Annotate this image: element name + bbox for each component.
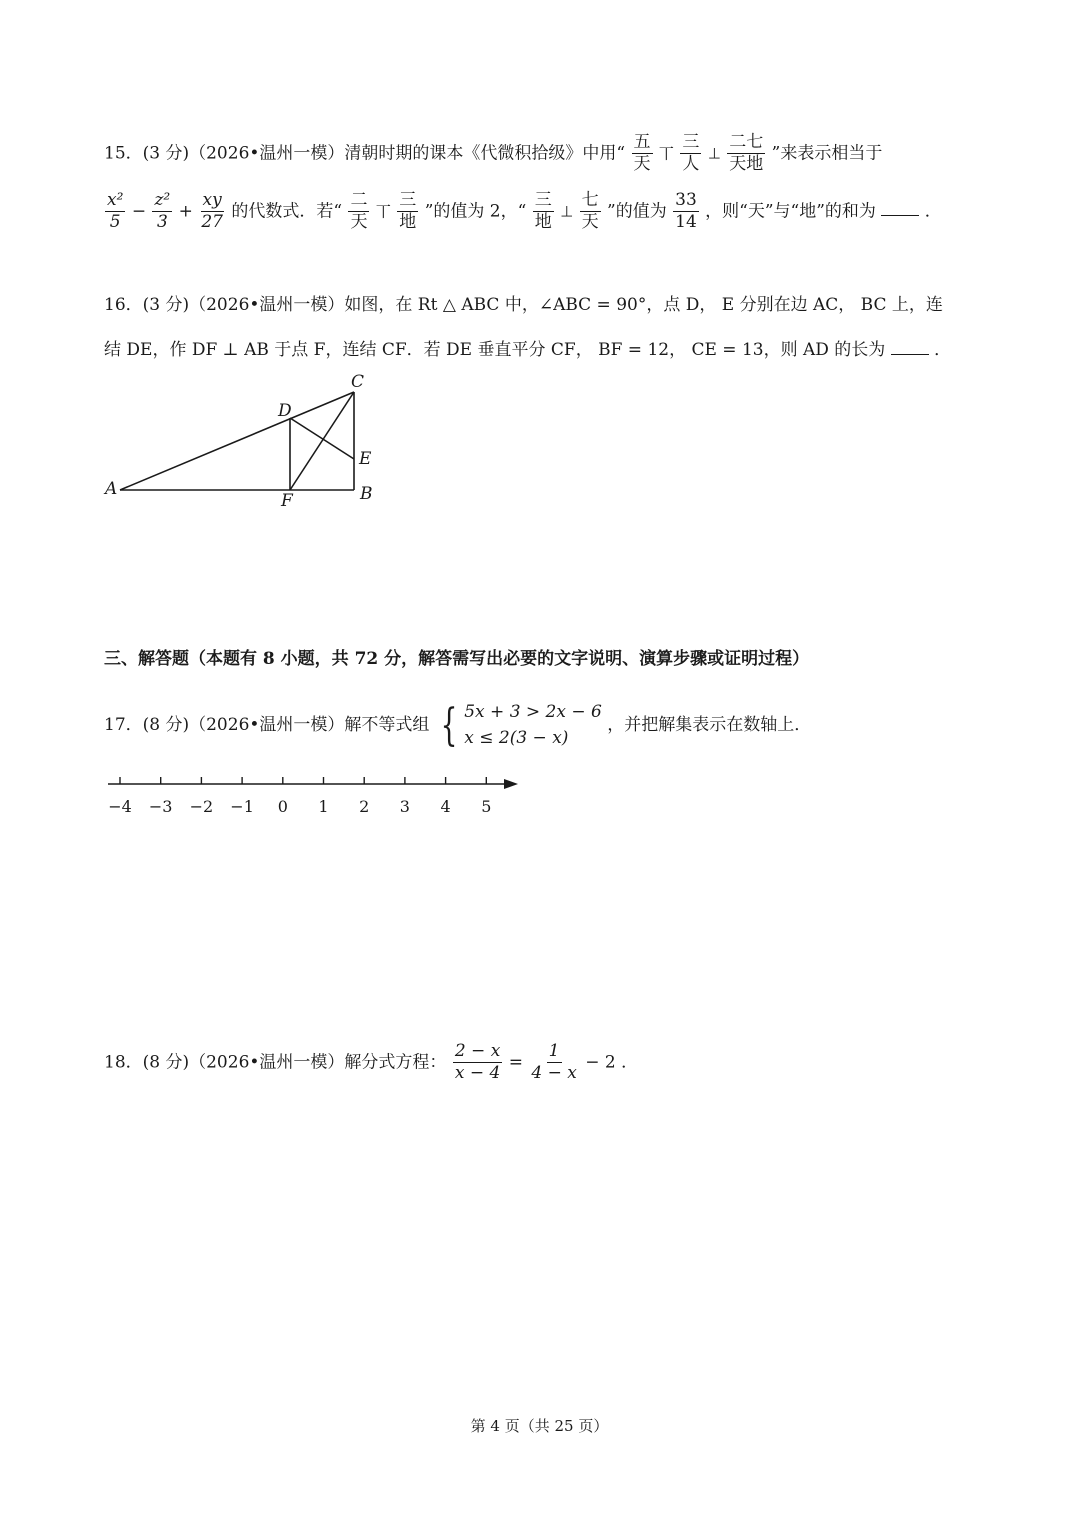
- answer-blank[interactable]: [881, 201, 919, 216]
- label-C: C: [351, 372, 365, 392]
- tick-label: 2: [359, 797, 370, 816]
- q18-lhs-fraction: $\frac{2 - x}{x - 4}$: [454, 1041, 501, 1083]
- q16-line2: 结 DE，作 DF ⊥ AB 于点 F，连结 CF．若 DE 垂直平分 CF， BF = 12， CE = 13，则 AD 的长为 ．: [104, 340, 952, 360]
- q18-line: 18．(8 分)（2026•温州一模）解分式方程： $\frac{2 - x}{x - 4}$ = $\frac{1}{4 - x}$ − 2 ．: [104, 1041, 639, 1083]
- q16-triangle-figure: [100, 370, 400, 515]
- answer-blank[interactable]: [891, 340, 929, 355]
- q16-line1: 16．(3 分)（2026•温州一模）如图，在 Rt △ ABC 中，∠ABC = 90°，点 D， E 分别在边 AC， BC 上，连: [104, 295, 943, 315]
- tick-label: 3: [399, 797, 410, 816]
- q15-line1: 15．(3 分)（2026•温州一模）清朝时期的课本《代微积拾级》中用“ $\frac{\text{五}}{\text{天}}$ 丅 $\frac{\text{三}}{\text{人}}$ ⊥ $\frac{\text{二七}}{\text{天地}}$ ”来表示相当于: [104, 132, 883, 174]
- number-line: [100, 772, 540, 822]
- tick-label: 5: [481, 797, 492, 816]
- segment-DE: [290, 418, 354, 459]
- tick-label: 4: [440, 797, 451, 816]
- label-B: B: [360, 484, 373, 504]
- label-A: A: [105, 479, 118, 499]
- label-D: D: [278, 401, 292, 421]
- tick-label: −3: [148, 797, 173, 816]
- tick-label: −4: [108, 797, 132, 816]
- q15-expr2: $\frac{\text{三}}{\text{人}}$: [682, 132, 700, 174]
- q15-value-frac: $\frac{33}{14}$: [675, 190, 697, 232]
- tick-label: 1: [318, 797, 329, 816]
- label-E: E: [359, 449, 372, 469]
- segment-AC: [120, 392, 354, 490]
- q15-frac-z2-3: $\frac{\text{z²}}{3}$: [154, 190, 171, 232]
- arrow-head: [504, 779, 518, 789]
- section-heading: 三、解答题（本题有 8 小题，共 72 分，解答需写出必要的文字说明、演算步骤或证明过程）: [104, 649, 810, 669]
- tick-label: −1: [230, 797, 254, 816]
- q15-expr5: $\frac{\text{三}}{\text{地}}$: [399, 190, 417, 232]
- q15-expr1: $\frac{\text{五}}{\text{天}}$: [633, 132, 651, 174]
- q17-line: 17．(8 分)（2026•温州一模）解不等式组 { 5x + 3 > 2x − 6 x ≤ 2(3 − x) ，并把解集表示在数轴上．: [104, 699, 812, 751]
- q15-expr6: $\frac{\text{三}}{\text{地}}$: [534, 190, 552, 232]
- q15-expr7: $\frac{\text{七}}{\text{天}}$: [581, 190, 599, 232]
- tick-label: 0: [277, 797, 288, 816]
- inequality-system: 5x + 3 > 2x − 6 x ≤ 2(3 − x): [464, 702, 602, 748]
- q15-line2: $\frac{\text{x²}}{5}$ − $\frac{\text{z²}}{3}$ + $\frac{xy}{27}$ 的代数式．若“ $\frac{\text{二}}{\text{天}}$ 丅 $\frac{\text{三}}{\text{地}}$ ”的值为 2，“ $\frac{\text{三}}{\text{地}}$ ⊥ $\frac{\text{七}}{\text{天}}$ ”的值为 $\frac{33}{14}$ ，则“天”与“地”的和为 ．: [107, 190, 942, 232]
- q18-rhs-fraction: $\frac{1}{4 - x}$: [531, 1041, 577, 1083]
- q15-frac-xy-27: $\frac{xy}{27}$: [201, 190, 223, 232]
- label-F: F: [281, 491, 293, 511]
- page-footer: 第 4 页（共 25 页）: [470, 1417, 609, 1435]
- segment-CF: [290, 392, 354, 490]
- q15-expr4: $\frac{\text{二}}{\text{天}}$: [350, 190, 368, 232]
- q15-frac-x2-5: $\frac{\text{x²}}{5}$: [107, 190, 124, 232]
- q15-expr3: $\frac{\text{二七}}{\text{天地}}$: [729, 132, 764, 174]
- tick-label: −2: [189, 797, 214, 816]
